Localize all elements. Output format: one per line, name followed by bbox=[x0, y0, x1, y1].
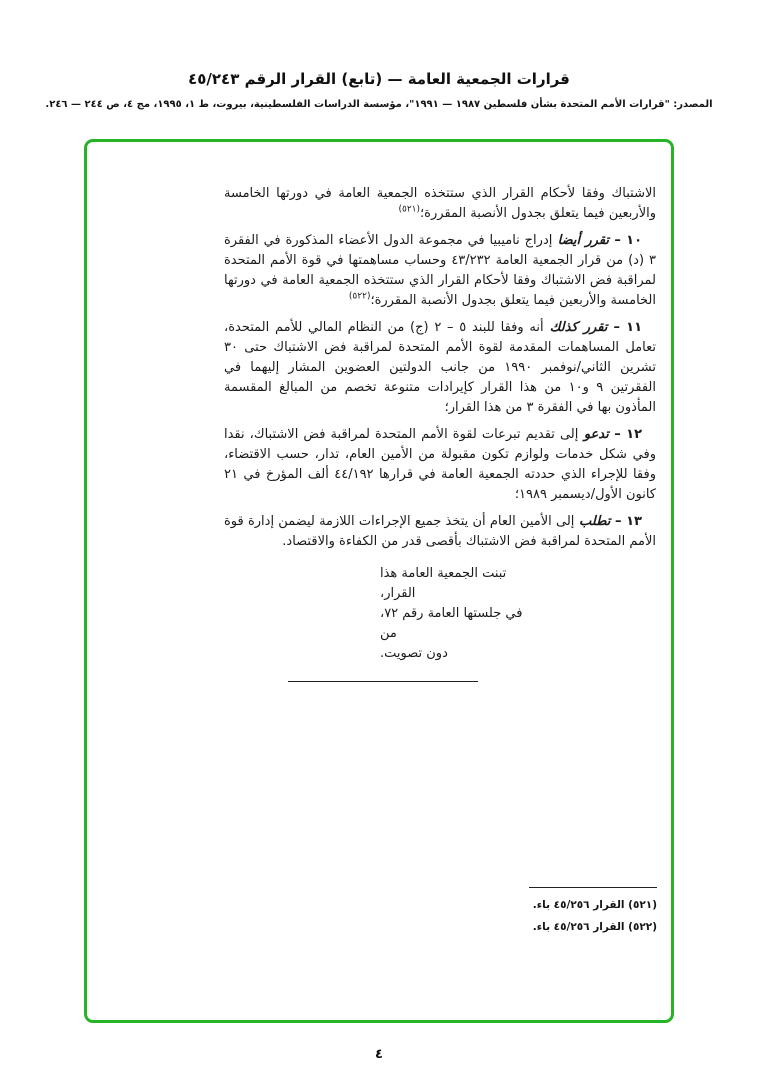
paragraph-number: ١٢ – bbox=[614, 427, 643, 442]
page-title: قرارات الجمعية العامة — (تابع) القرار الرقم ٤٥/٢٤٣ bbox=[188, 70, 570, 88]
footnote-ref: (٥٢٢) bbox=[348, 291, 371, 302]
page-number: ٤ bbox=[375, 1047, 383, 1062]
paragraph-number: ١٠ – bbox=[614, 233, 643, 248]
footnote-rule bbox=[529, 887, 657, 888]
paragraph-text: إدراج ناميبيا في مجموعة الدول الأعضاء المذكورة في الفقرة ٣ (د) من قرار الجمعية العامة ٤٣/٢٣٢ وحساب مساهمتها في قوة الأمم المتحدة لمراقبة فض الاشتباك وفقا لأحكام القرار الذي ستتخذه الجمعية العامة في دورتها الخامسة والأربعين فيما يتعلق بجدول الأنصبة المقررة؛ bbox=[224, 233, 656, 308]
footnote-ref: (٥٢١) bbox=[398, 204, 421, 215]
footnote-522: (٥٢٢) القرار ٤٥/٢٥٦ باء. bbox=[532, 921, 657, 933]
paragraph-number: ١٣ – bbox=[615, 514, 642, 529]
resolution-text bbox=[224, 184, 656, 682]
paragraph-number: ١١ – bbox=[613, 320, 643, 335]
footnote-521: (٥٢١) القرار ٤٥/٢٥٦ باء. bbox=[532, 899, 657, 911]
paragraph-lead: تدعو bbox=[583, 427, 609, 442]
paragraph-lead: تطلب bbox=[579, 514, 611, 529]
adoption-note-line: تبنت الجمعية العامة هذا القرار، bbox=[380, 566, 507, 601]
adoption-note-line: في جلستها العامة رقم ٧٢، من bbox=[380, 606, 523, 641]
paragraph-continuation bbox=[224, 184, 656, 224]
content-frame bbox=[84, 139, 674, 1023]
paragraph-13 bbox=[224, 512, 656, 552]
paragraph-10 bbox=[224, 231, 656, 311]
paragraph-text: أنه وفقا للبند ٥ – ٢ (ج) من النظام المالي للأمم المتحدة، تعامل المساهمات المقدمة لقوة الأمم المتحدة لمراقبة فض الاشتباك حتى ٣٠ تشرين الثاني/نوفمبر ١٩٩٠ من جانب الدولتين العضوين المشار إليهما في الفقرتين ٩ و١٠ من هذا القرار كإيرادات متنوعة تخصم من المبالغ المقسمة المأذون بها في الفقرة ٣ من هذا القرار؛ bbox=[224, 320, 656, 415]
paragraph-text: إلى تقديم تبرعات لقوة الأمم المتحدة لمراقبة فض الاشتباك، نقدا وفي شكل خدمات ولوازم تكون مقبولة من الأمين العام، تدار، حسب الاقتضاء، وفقا للإجراء الذي حددته الجمعية العامة في قرارها ٤٤/١٩٢ ألف المؤرخ في ٢١ كانون الأول/ديسمبر ١٩٨٩؛ bbox=[224, 427, 656, 502]
paragraph-lead: تقرر كذلك bbox=[549, 320, 608, 335]
paragraph-12 bbox=[224, 425, 656, 505]
paragraph-text: إلى الأمين العام أن يتخذ جميع الإجراءات اللازمة ليضمن إدارة قوة الأمم المتحدة لمراقبة فض الاشتباك بأقصى قدر من الكفاءة والاقتصاد. bbox=[224, 514, 656, 549]
footnotes bbox=[529, 887, 657, 938]
adoption-note bbox=[380, 564, 528, 664]
paragraph-text: الاشتباك وفقا لأحكام القرار الذي ستتخذه الجمعية العامة في دورتها الخامسة والأربعين فيما يتعلق بجدول الأنصبة المقررة؛ bbox=[224, 186, 656, 221]
page-header bbox=[0, 70, 758, 110]
section-divider bbox=[288, 681, 478, 682]
paragraph-11 bbox=[224, 318, 656, 418]
paragraph-lead: تقرر أيضا bbox=[557, 233, 610, 248]
adoption-note-line: دون تصويت. bbox=[380, 646, 448, 661]
source-line: المصدر: "قرارات الأمم المتحدة بشأن فلسطين ١٩٨٧ — ١٩٩١"، مؤسسة الدراسات الفلسطينية، بيروت، ط ١، ١٩٩٥، مج ٤، ص ٢٤٤ — ٢٤٦. bbox=[45, 99, 713, 110]
